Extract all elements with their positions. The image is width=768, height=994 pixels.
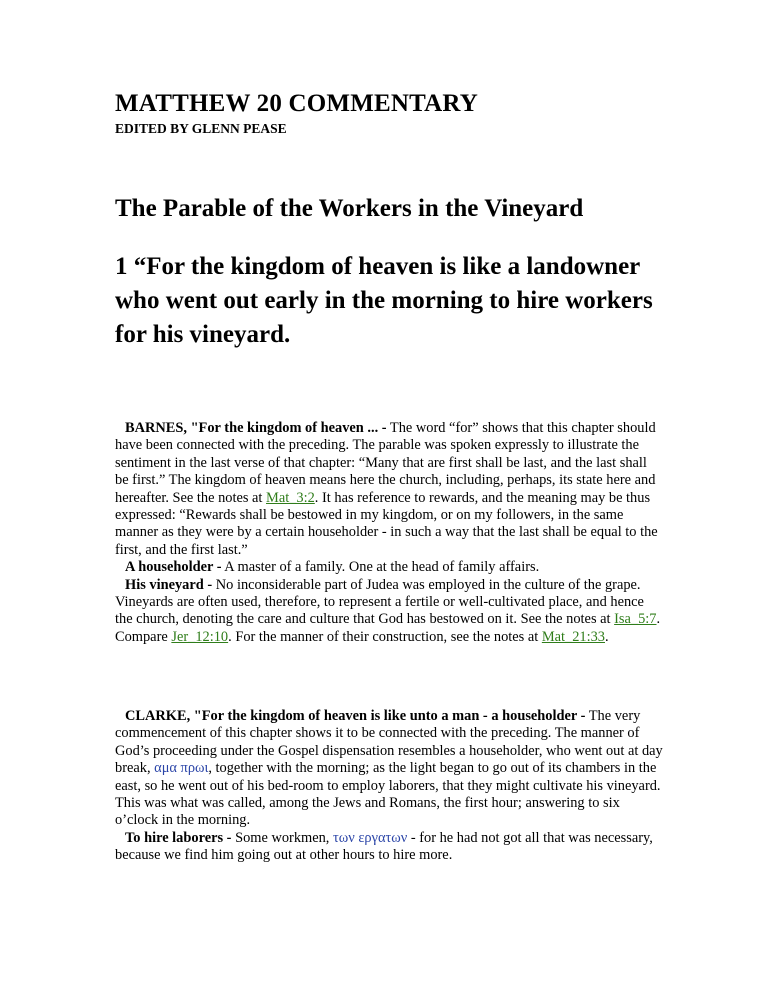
householder-paragraph [115,559,663,576]
ref-link-jer-12-10[interactable]: Jer_12:10 [171,628,229,645]
vineyard-heading: His vineyard - [125,576,213,593]
document-editor: EDITED BY GLENN PEASE [115,121,287,136]
vineyard-text-3: . For the manner of their construction, see the notes at [228,628,542,645]
vineyard-text-2: . Compare [115,611,661,645]
clarke-commentary [115,708,663,865]
barnes-heading: BARNES, "For the kingdom of heaven ... - [125,420,387,436]
verse-text: 1 “For the kingdom of heaven is like a landowner who went out early in the morning to hire workers for his vineyard. [115,253,653,348]
clarke-text-1: The very commencement of this chapter shows it to be connected with the preceding. The manner of God’s proceeding under the Gospel dispensation resembles a householder, who went out at day break, [115,708,663,777]
householder-heading: A householder - [125,559,222,576]
hire-text-2: - for he had not got all that was necessary, because we find him going out at other hours to hire more. [115,829,653,864]
vineyard-paragraph [115,577,663,647]
greek-phrase-1: αμα πρωι [154,760,209,777]
barnes-commentary [115,420,663,646]
barnes-paragraph [115,420,663,559]
householder-text: A master of a family. One at the head of family affairs. [221,559,540,576]
clarke-text-2: , together with the morning; as the light began to go out of its chambers in the east, so he went out of his bed-room to employ laborers, that they might cultivate his vineyard. This was what was called, among the Jews and Romans, the first hour; answering to six o’clock in the morning. [115,760,661,829]
section-title: The Parable of the Workers in the Vineyard [115,195,584,222]
ref-link-mat-3-2[interactable]: Mat_3:2 [266,489,315,506]
barnes-text-1: The word “for” shows that this chapter should have been connected with the preceding. The parable was spoken expressly to illustrate the sentiment in the last verse of that chapter: “Many that are first shall be last, and the last shall be first.” The kingdom of heaven means here the church, including, perhaps, its state here and hereafter. See the notes at [115,420,656,506]
hire-heading: To hire laborers - [125,829,232,846]
barnes-text-2: . It has reference to rewards, and the meaning may be thus expressed: “Rewards shall be bestowed in my kingdom, or on my followers, in the same manner as they were by a certain householder - in such a way that the last shall be equal to the first, and the first last.” [115,489,658,558]
document-title: MATTHEW 20 COMMENTARY [115,90,479,117]
hire-text-1: Some workmen, [231,829,333,846]
ref-link-isa-5-7[interactable]: Isa_5:7 [614,611,657,628]
greek-phrase-2: των εργατων [333,829,408,846]
hire-paragraph [115,830,663,865]
ref-link-mat-21-33[interactable]: Mat_21:33 [541,628,605,645]
vineyard-text-4: . [605,628,609,645]
vineyard-text-1: No inconsiderable part of Judea was employed in the culture of the grape. Vineyards are often used, therefore, to represent a fertile or well-cultivated place, and hence the church, denoting the care and culture that God has bestowed on it. See the notes at [115,576,644,628]
clarke-paragraph [115,708,663,830]
clarke-heading: CLARKE, "For the kingdom of heaven is like unto a man - a householder - [125,708,586,724]
